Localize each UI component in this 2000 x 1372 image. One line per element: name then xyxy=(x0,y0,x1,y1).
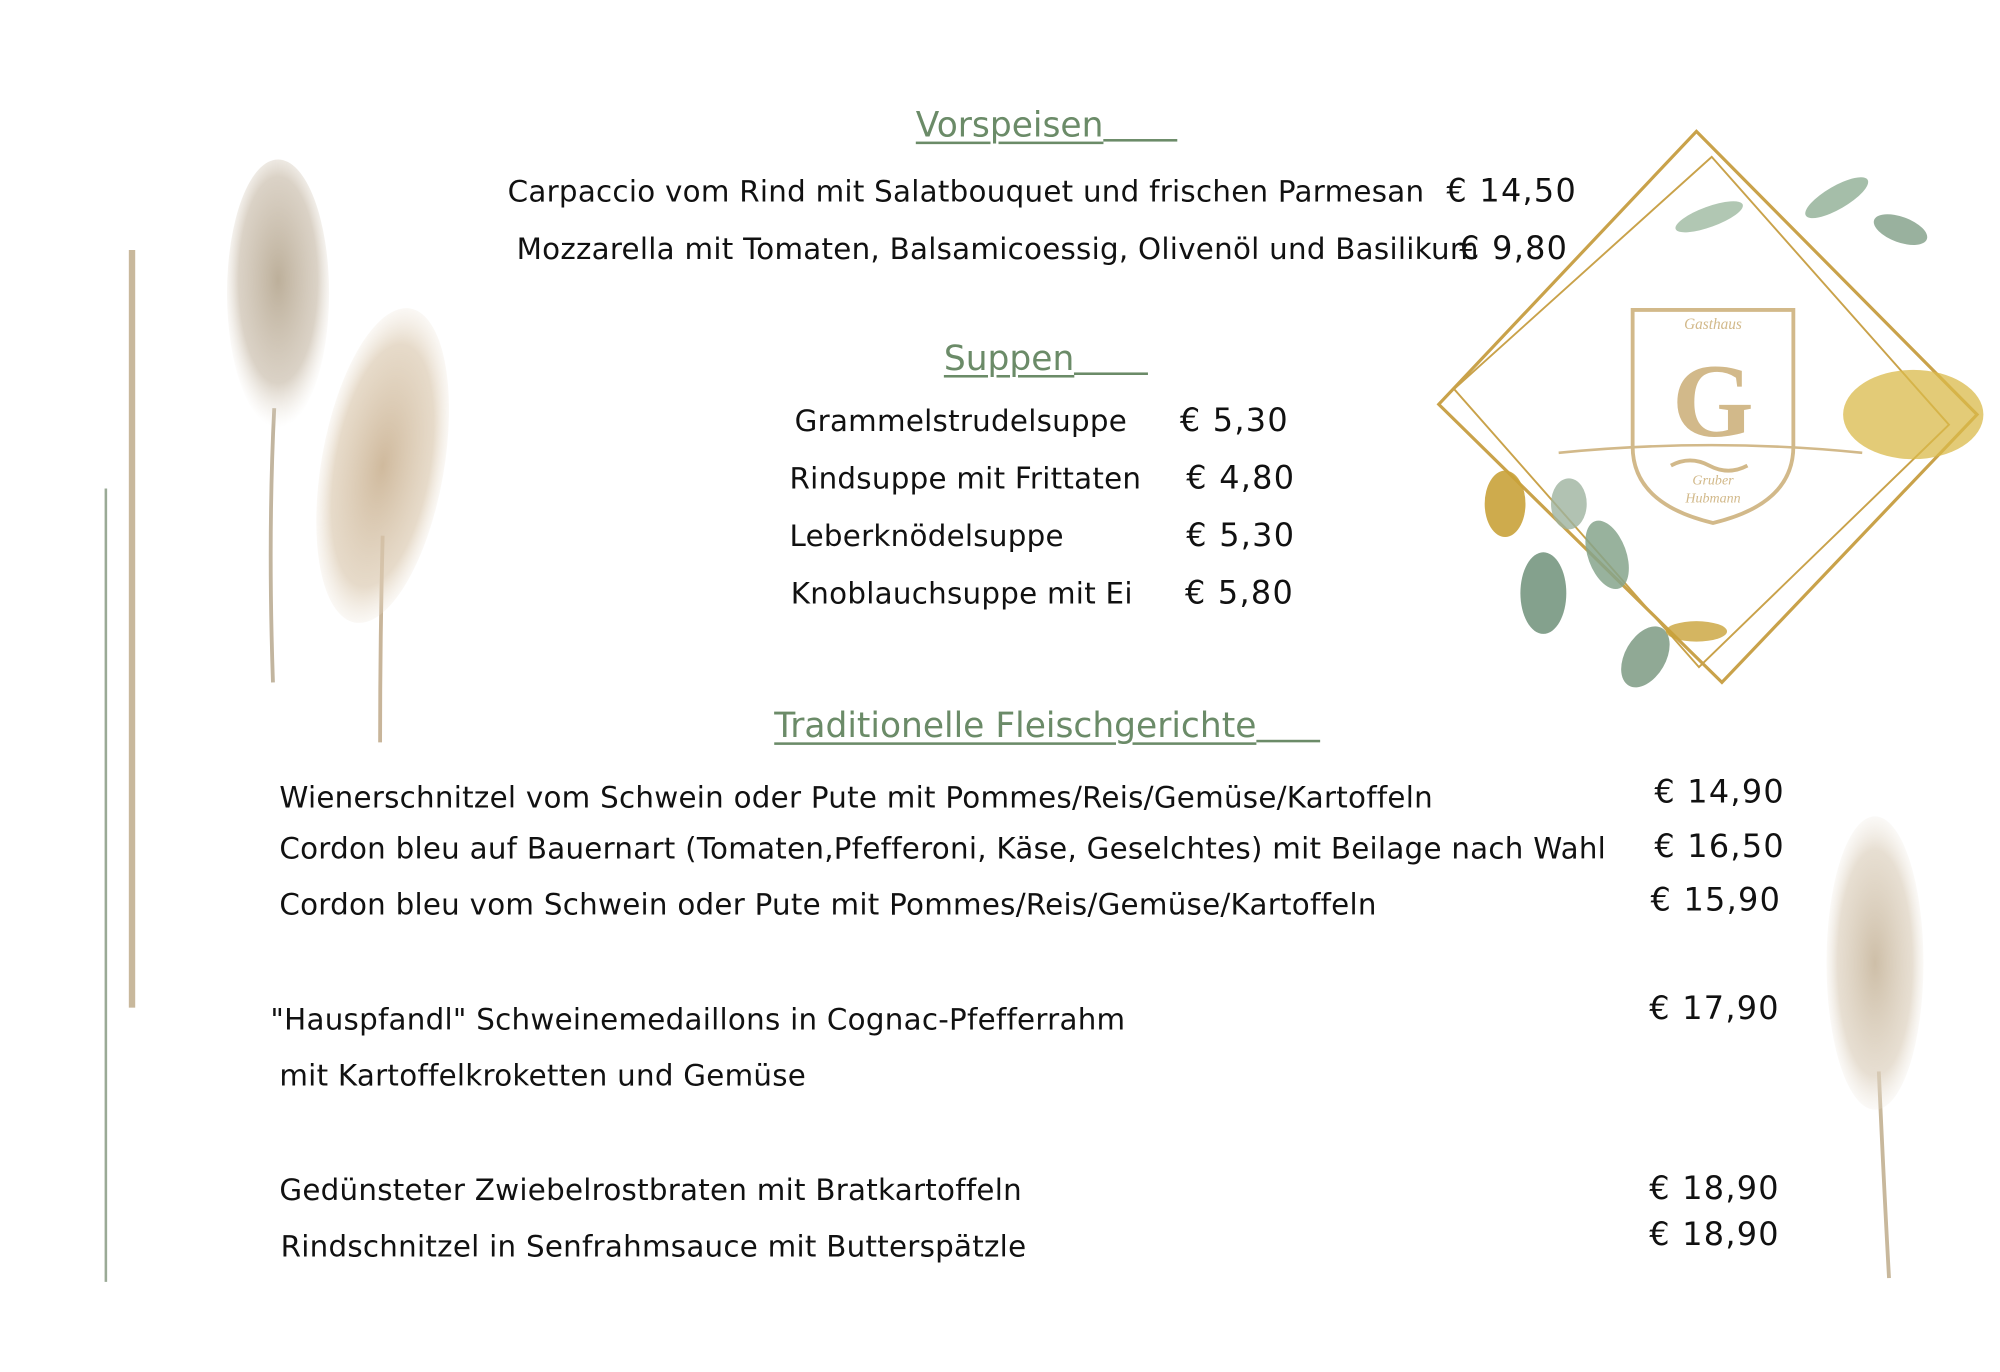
menu-item-price: € 17,90 xyxy=(1649,989,1780,1027)
menu-item-description: mit Kartoffelkroketten und Gemüse xyxy=(279,1059,807,1094)
menu-item-name: "Hauspfandl" Schweinemedaillons in Cognac-Pfefferrahm xyxy=(270,1003,1126,1037)
menu-item-name: Cordon bleu auf Bauernart (Tomaten,Pfefferoni, Käse, Geselchtes) mit Beilage nach Wahl xyxy=(279,832,1607,867)
logo-name-line1: Gruber xyxy=(1692,472,1734,489)
menu-item-name: Leberknödelsuppe xyxy=(789,520,1064,554)
menu-item-price: € 18,90 xyxy=(1649,1215,1780,1253)
menu-item-name: Grammelstrudelsuppe xyxy=(794,405,1128,439)
menu-item-price: € 14,50 xyxy=(1446,172,1578,210)
menu-item-price: € 14,90 xyxy=(1654,772,1785,810)
menu-item-name: Carpaccio vom Rind mit Salatbouquet und frischen Parmesan xyxy=(507,176,1425,210)
menu-item-price: € 5,30 xyxy=(1179,401,1289,439)
decor-line-sage xyxy=(105,489,108,1282)
pampas-grass-left-icon xyxy=(217,153,472,752)
logo-letter: G xyxy=(1672,343,1754,460)
menu-item-price: € 18,90 xyxy=(1649,1169,1780,1207)
menu-item-price: € 16,50 xyxy=(1654,827,1785,865)
heading-fleischgerichte: Traditionelle Fleischgerichte xyxy=(774,705,1320,748)
decor-line-beige xyxy=(129,250,135,1008)
heading-vorspeisen: Vorspeisen xyxy=(916,105,1178,148)
logo-top-text: Gasthaus xyxy=(1684,316,1742,334)
menu-item-price: € 9,80 xyxy=(1459,229,1569,267)
pampas-grass-right-icon xyxy=(1805,816,1933,1288)
menu-item-name: Mozzarella mit Tomaten, Balsamicoessig, Olivenöl und Basilikum xyxy=(516,233,1479,267)
menu-item-name: Rindsuppe mit Frittaten xyxy=(789,463,1142,497)
menu-item-name: Wienerschnitzel vom Schwein oder Pute mit Pommes/Reis/Gemüse/Kartoffeln xyxy=(279,781,1434,816)
menu-item-price: € 15,90 xyxy=(1650,881,1782,919)
menu-item-price: € 4,80 xyxy=(1186,459,1296,497)
menu-item-name: Rindschnitzel in Senfrahmsauce mit Butterspätzle xyxy=(280,1230,1027,1265)
menu-item-price: € 5,80 xyxy=(1184,573,1295,611)
heading-suppen: Suppen xyxy=(944,338,1148,381)
logo-name-line2: Hubmann xyxy=(1685,490,1741,507)
menu-item-name: Cordon bleu vom Schwein oder Pute mit Pommes/Reis/Gemüse/Kartoffeln xyxy=(279,889,1377,923)
menu-item-name: Knoblauchsuppe mit Ei xyxy=(790,577,1133,611)
menu-item-name: Gedünsteter Zwiebelrostbraten mit Bratkartoffeln xyxy=(279,1174,1022,1208)
menu-item-price: € 5,30 xyxy=(1186,516,1296,554)
